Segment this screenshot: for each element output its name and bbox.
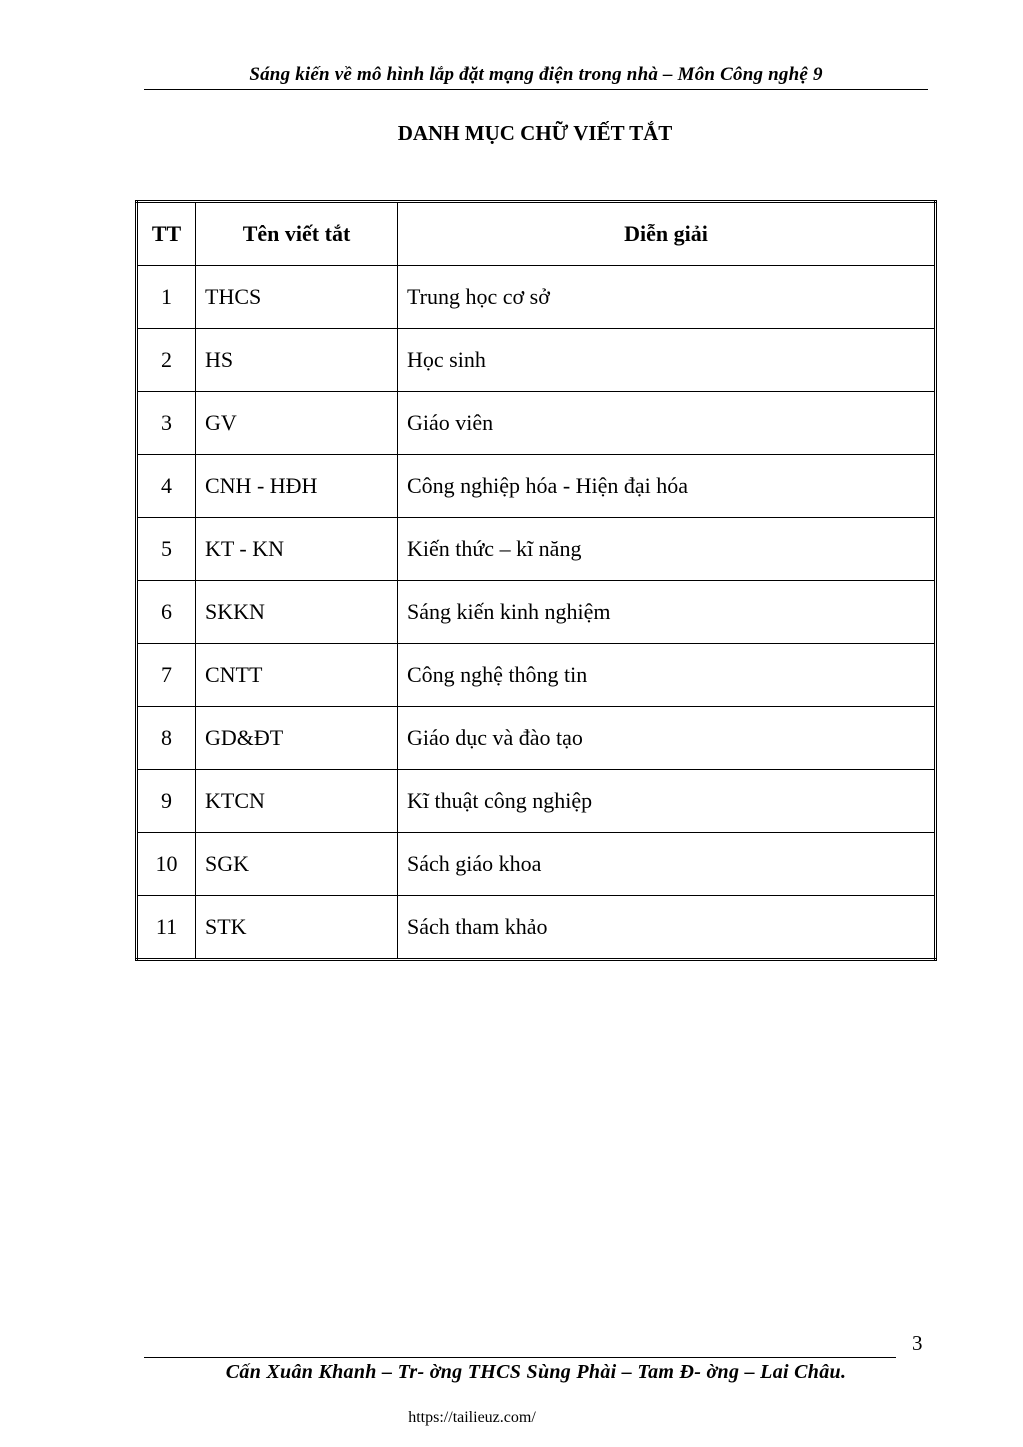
column-header-tt: TT xyxy=(137,202,196,266)
description-cell: Sách tham khảo xyxy=(398,896,936,960)
abbreviation-cell: KT - KN xyxy=(196,518,398,581)
description-cell: Giáo dục và đào tạo xyxy=(398,707,936,770)
description-cell: Sách giáo khoa xyxy=(398,833,936,896)
table-row xyxy=(137,896,936,960)
description-cell: Công nghiệp hóa - Hiện đại hóa xyxy=(398,455,936,518)
abbreviation-cell: KTCN xyxy=(196,770,398,833)
footer-divider xyxy=(144,1357,896,1358)
running-header: Sáng kiến về mô hình lắp đặt mạng điện trong nhà – Môn Công nghệ 9 xyxy=(249,64,823,85)
page-title: DANH MỤC CHỮ VIẾT TẮT xyxy=(397,121,673,145)
abbreviation-cell: GD&ĐT xyxy=(196,707,398,770)
table-row xyxy=(137,266,936,329)
row-number: 6 xyxy=(137,581,196,644)
row-number: 7 xyxy=(137,644,196,707)
abbreviation-cell: THCS xyxy=(196,266,398,329)
abbreviation-table xyxy=(135,200,937,961)
description-cell: Sáng kiến kinh nghiệm xyxy=(398,581,936,644)
abbreviation-cell: SKKN xyxy=(196,581,398,644)
row-number: 4 xyxy=(137,455,196,518)
table-header-row xyxy=(137,202,936,266)
table-row xyxy=(137,329,936,392)
row-number: 11 xyxy=(137,896,196,960)
description-cell: Trung học cơ sở xyxy=(398,266,936,329)
row-number: 2 xyxy=(137,329,196,392)
abbreviation-cell: STK xyxy=(196,896,398,960)
page-number: 3 xyxy=(912,1331,923,1355)
row-number: 10 xyxy=(137,833,196,896)
table-row xyxy=(137,581,936,644)
description-cell: Kĩ thuật công nghiệp xyxy=(398,770,936,833)
table-row xyxy=(137,644,936,707)
row-number: 3 xyxy=(137,392,196,455)
table-row xyxy=(137,770,936,833)
row-number: 8 xyxy=(137,707,196,770)
author-footer: Cấn Xuân Khanh – Tr- ờng THCS Sùng Phài – Tam Đ- ờng – Lai Châu. xyxy=(225,1361,847,1383)
description-cell: Giáo viên xyxy=(398,392,936,455)
description-cell: Kiến thức – kĩ năng xyxy=(398,518,936,581)
description-cell: Công nghệ thông tin xyxy=(398,644,936,707)
table-row xyxy=(137,455,936,518)
row-number: 9 xyxy=(137,770,196,833)
header-divider xyxy=(144,89,928,90)
column-header-abbreviation: Tên viết tắt xyxy=(196,202,398,266)
table-row xyxy=(137,392,936,455)
source-url-link[interactable]: https://tailieuz.com/ xyxy=(408,1409,536,1426)
table-row xyxy=(137,518,936,581)
row-number: 1 xyxy=(137,266,196,329)
abbreviation-cell: GV xyxy=(196,392,398,455)
abbreviation-cell: SGK xyxy=(196,833,398,896)
column-header-description: Diễn giải xyxy=(398,202,936,266)
abbreviation-cell: HS xyxy=(196,329,398,392)
description-cell: Học sinh xyxy=(398,329,936,392)
abbreviation-cell: CNH - HĐH xyxy=(196,455,398,518)
table-row xyxy=(137,707,936,770)
row-number: 5 xyxy=(137,518,196,581)
abbreviation-cell: CNTT xyxy=(196,644,398,707)
table-row xyxy=(137,833,936,896)
